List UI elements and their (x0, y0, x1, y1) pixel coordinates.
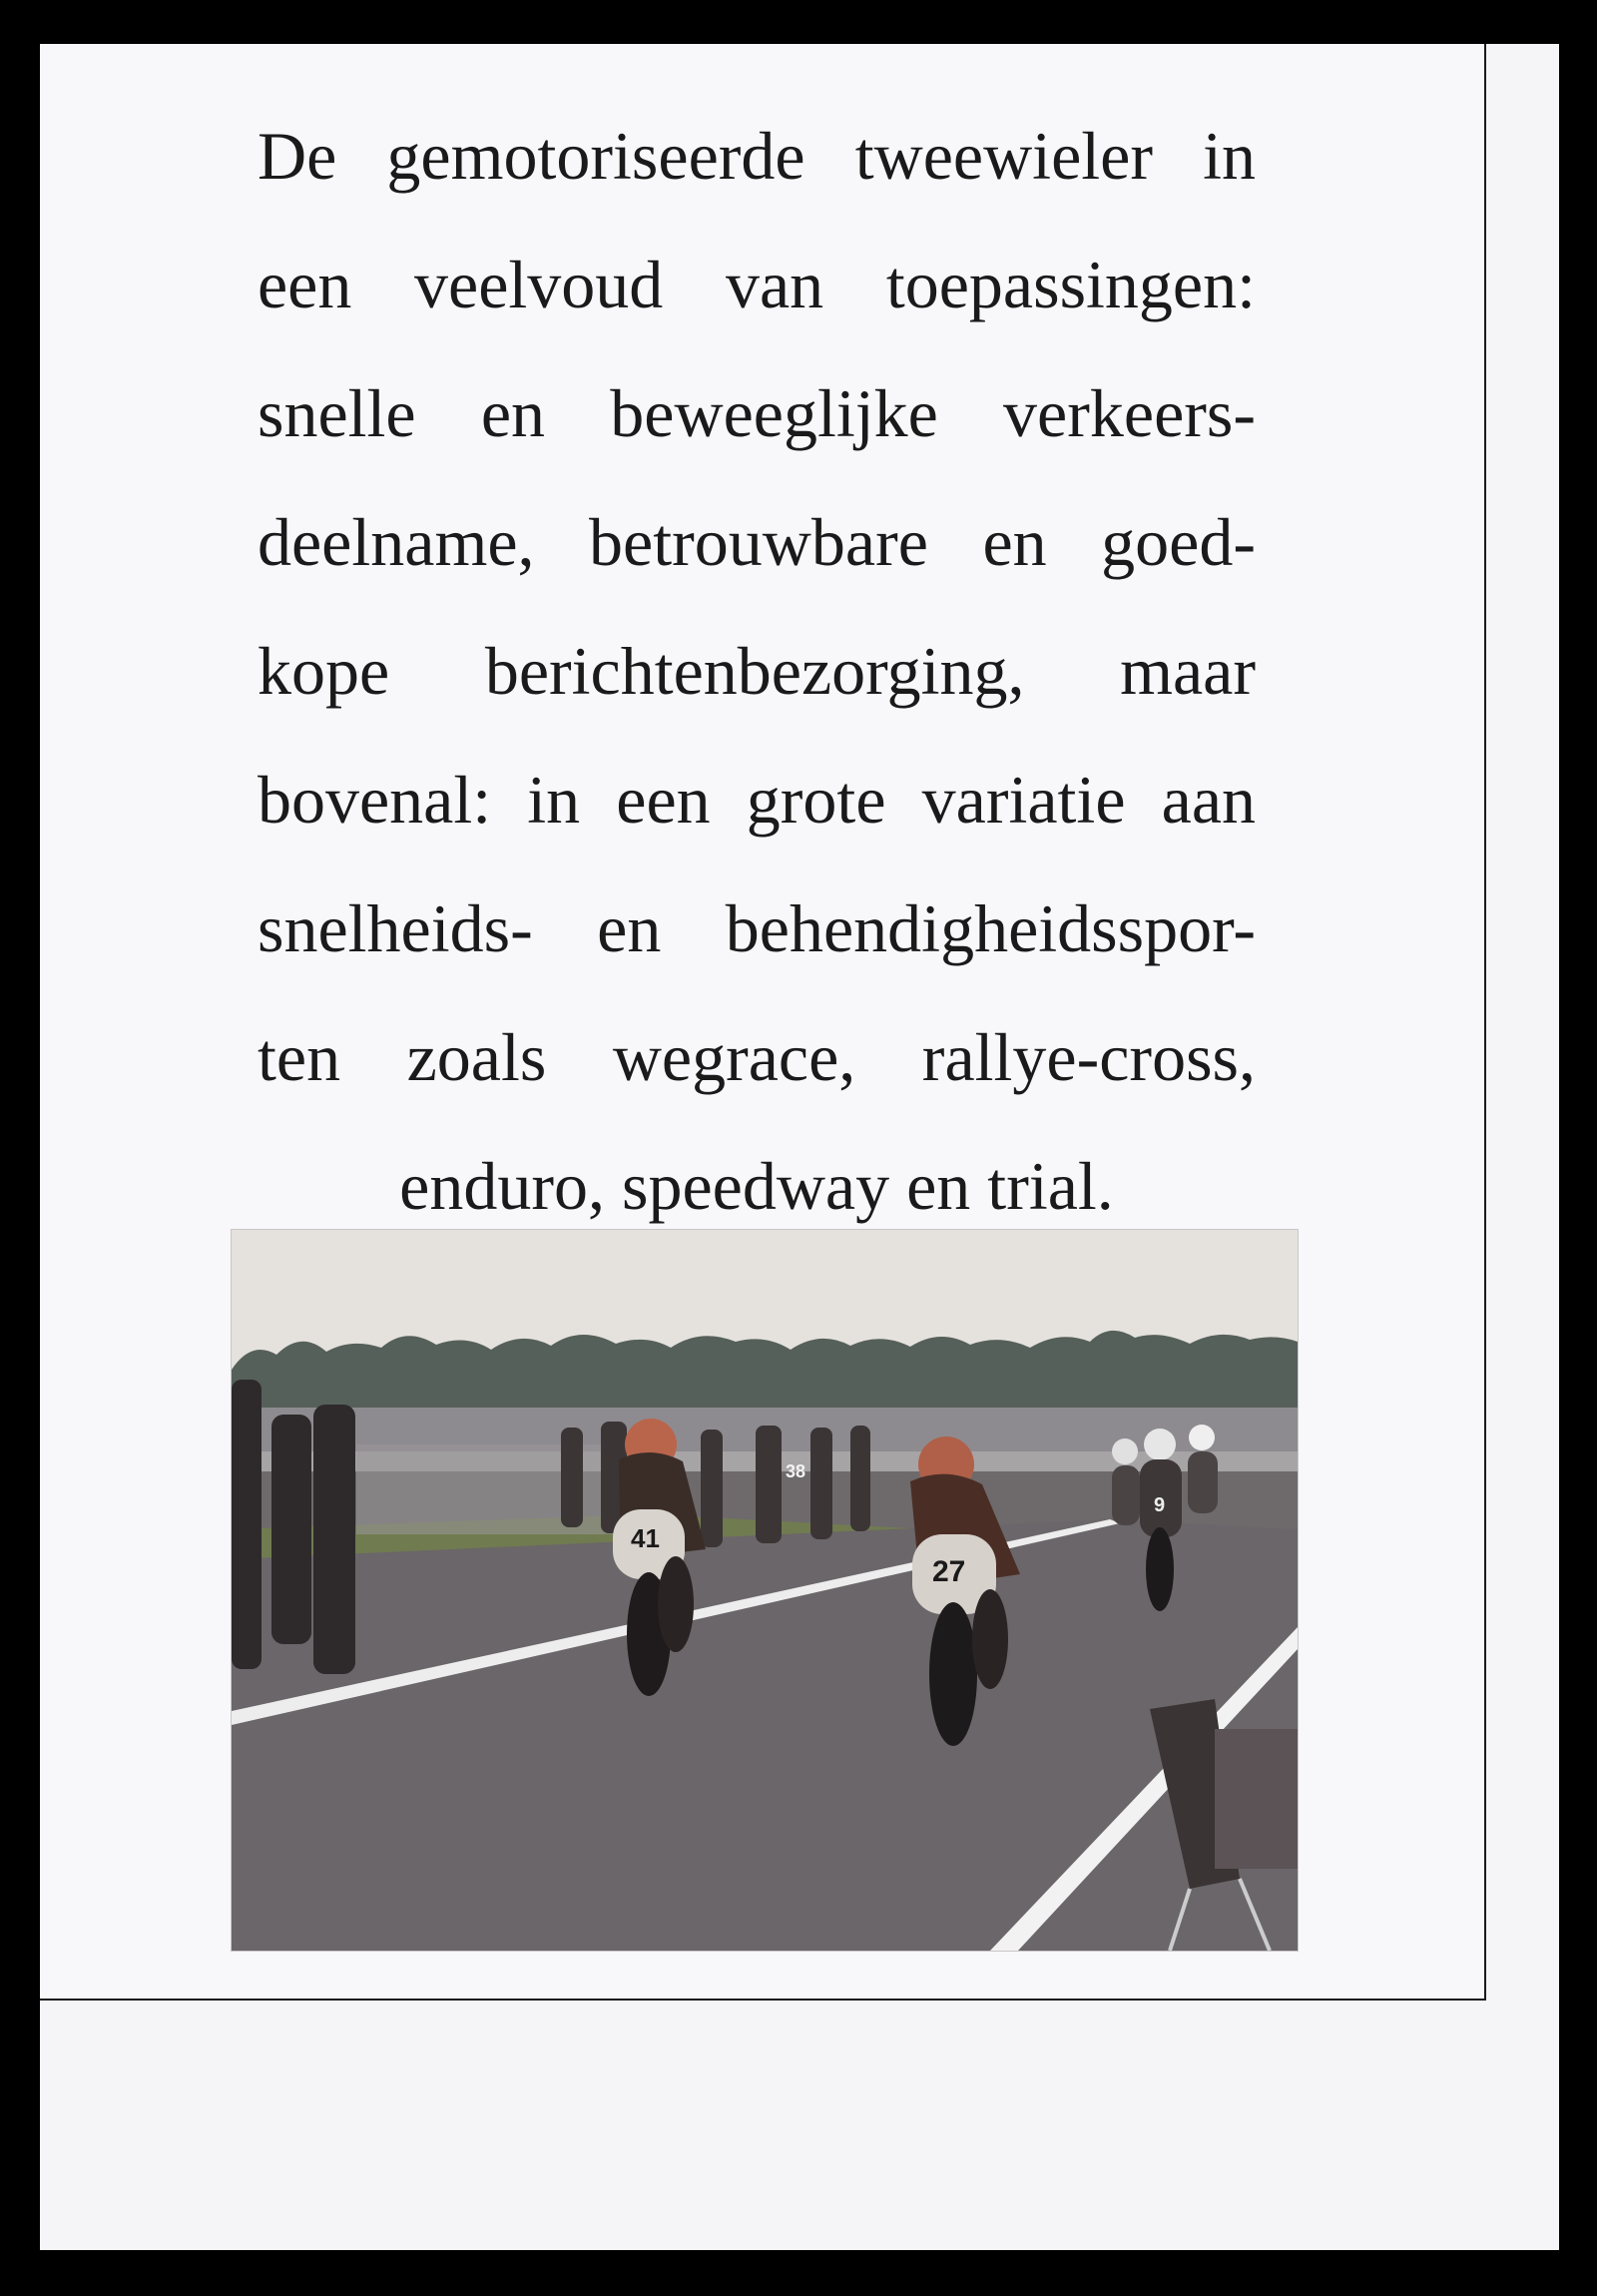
text-line-9: enduro, speedway en trial. (399, 1148, 1114, 1224)
race-photo-illustration (232, 1230, 1298, 1951)
text-block (258, 92, 1256, 1251)
pit-crowd (561, 1422, 870, 1547)
tree-line (232, 1331, 1298, 1420)
race-number-38: 38 (786, 1461, 806, 1481)
text-line-8: ten zoals wegrace, rallye-cross, (258, 1019, 1256, 1095)
text-line-5: kope berichtenbezorging, maar (258, 633, 1256, 709)
bottom-edge (0, 2252, 1597, 2296)
race-photo (232, 1230, 1298, 1951)
sheet (40, 44, 1486, 2001)
race-number-41: 41 (631, 1523, 660, 1553)
race-number-9: 9 (1154, 1494, 1166, 1516)
text-line-4: deelname, betrouwbare en goed- (258, 504, 1256, 580)
text-line-1: De gemotoriseerde tweewieler in (258, 118, 1256, 194)
text-line-3: snelle en beweeglijke verkeers- (258, 375, 1256, 451)
track-surface (232, 1519, 1298, 1951)
text-line-2: een veelvoud van toepassingen: (258, 247, 1256, 322)
text-line-6: bovenal: in een grote variatie aan (258, 762, 1256, 838)
album-page (40, 44, 1559, 2250)
fence (356, 1444, 631, 1534)
spectators-left (232, 1380, 355, 1674)
text-line-7: snelheids- en behendigheidsspor- (258, 890, 1256, 966)
race-number-27: 27 (932, 1555, 966, 1588)
